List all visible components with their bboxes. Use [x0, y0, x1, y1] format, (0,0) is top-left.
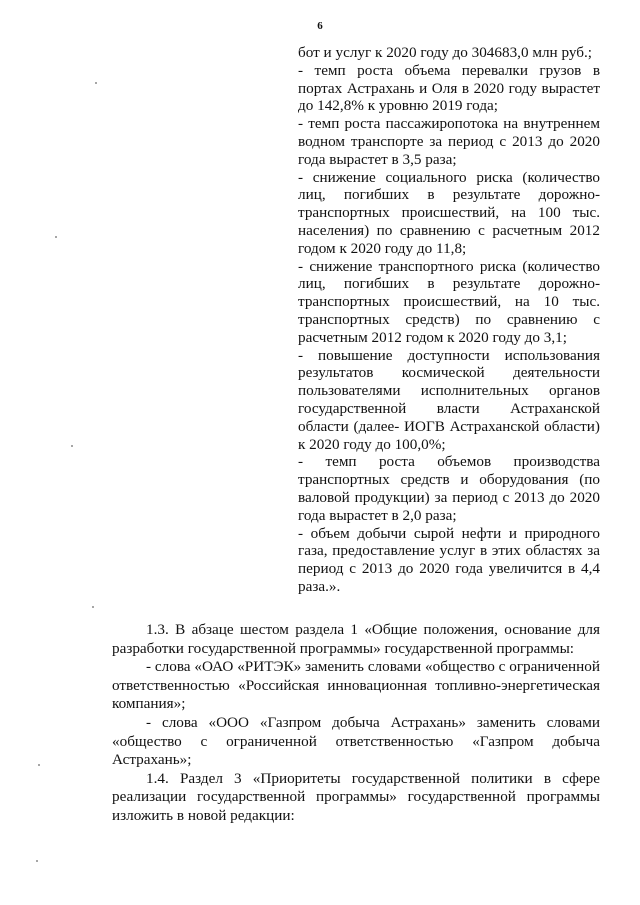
list-item: - темп роста пассажиропотока на внутреннем водном транспорте за период с 2013 до 2020 года вырастет в 3,5 раза; — [298, 115, 600, 168]
scan-speck — [71, 445, 73, 447]
page-number: 6 — [317, 20, 323, 32]
list-item: - объем добычи сырой нефти и природного газа, предоставление услуг в этих областях за период с 2013 до 2020 года увеличится в 4,4 раза.». — [298, 524, 600, 595]
list-item: - темп роста объема перевалки грузов в портах Астрахань и Оля в 2020 году вырастет до 142,8% к уровню 2019 года; — [298, 61, 600, 115]
indicator-list — [298, 44, 600, 596]
scan-speck — [92, 606, 94, 608]
paragraph: 1.3. В абзаце шестом раздела 1 «Общие положения, основание для разработки государственной программы» государственной программы: — [112, 621, 600, 657]
list-item: бот и услуг к 2020 году до 304683,0 млн руб.; — [298, 44, 592, 61]
paragraph: - слова «ОАО «РИТЭК» заменить словами «общество с ограниченной ответственностью «Российская инновационная топливно-энергетическая компания»; — [112, 658, 600, 713]
scan-speck — [95, 82, 97, 84]
list-item: - повышение доступности использования результатов космической деятельности пользователями исполнительных органов государственной власти Астраханской области (далее- ИОГВ Астраханской области) к 2020 году до 100,0%; — [298, 346, 600, 453]
scan-speck — [55, 236, 57, 238]
list-item: - темп роста объемов производства транспортных средств и оборудования (по валовой продукции) за период с 2013 до 2020 года вырастет в 2,0 раза; — [298, 453, 600, 524]
amendment-text — [112, 621, 600, 826]
paragraph: 1.4. Раздел 3 «Приоритеты государственной политики в сфере реализации государственной программы» государственной программы изложить в новой редакции: — [112, 769, 600, 824]
list-item: - снижение транспортного риска (количество лиц, погибших в результате дорожно-транспортных происшествий, на 10 тыс. транспортных средств) по сравнению с расчетным 2012 годом к 2020 году до 3,1; — [298, 257, 600, 346]
scan-speck — [38, 764, 40, 766]
paragraph: - слова «ООО «Газпром добыча Астрахань» заменить словами «общество с ограниченной ответственностью «Газпром добыча Астрахань»; — [112, 713, 600, 769]
list-item: - снижение социального риска (количество лиц, погибших в результате дорожно-транспортных происшествий, на 100 тыс. населения) по сравнению с расчетным 2012 годом к 2020 году до 11,8; — [298, 168, 600, 257]
scan-speck — [36, 860, 38, 862]
